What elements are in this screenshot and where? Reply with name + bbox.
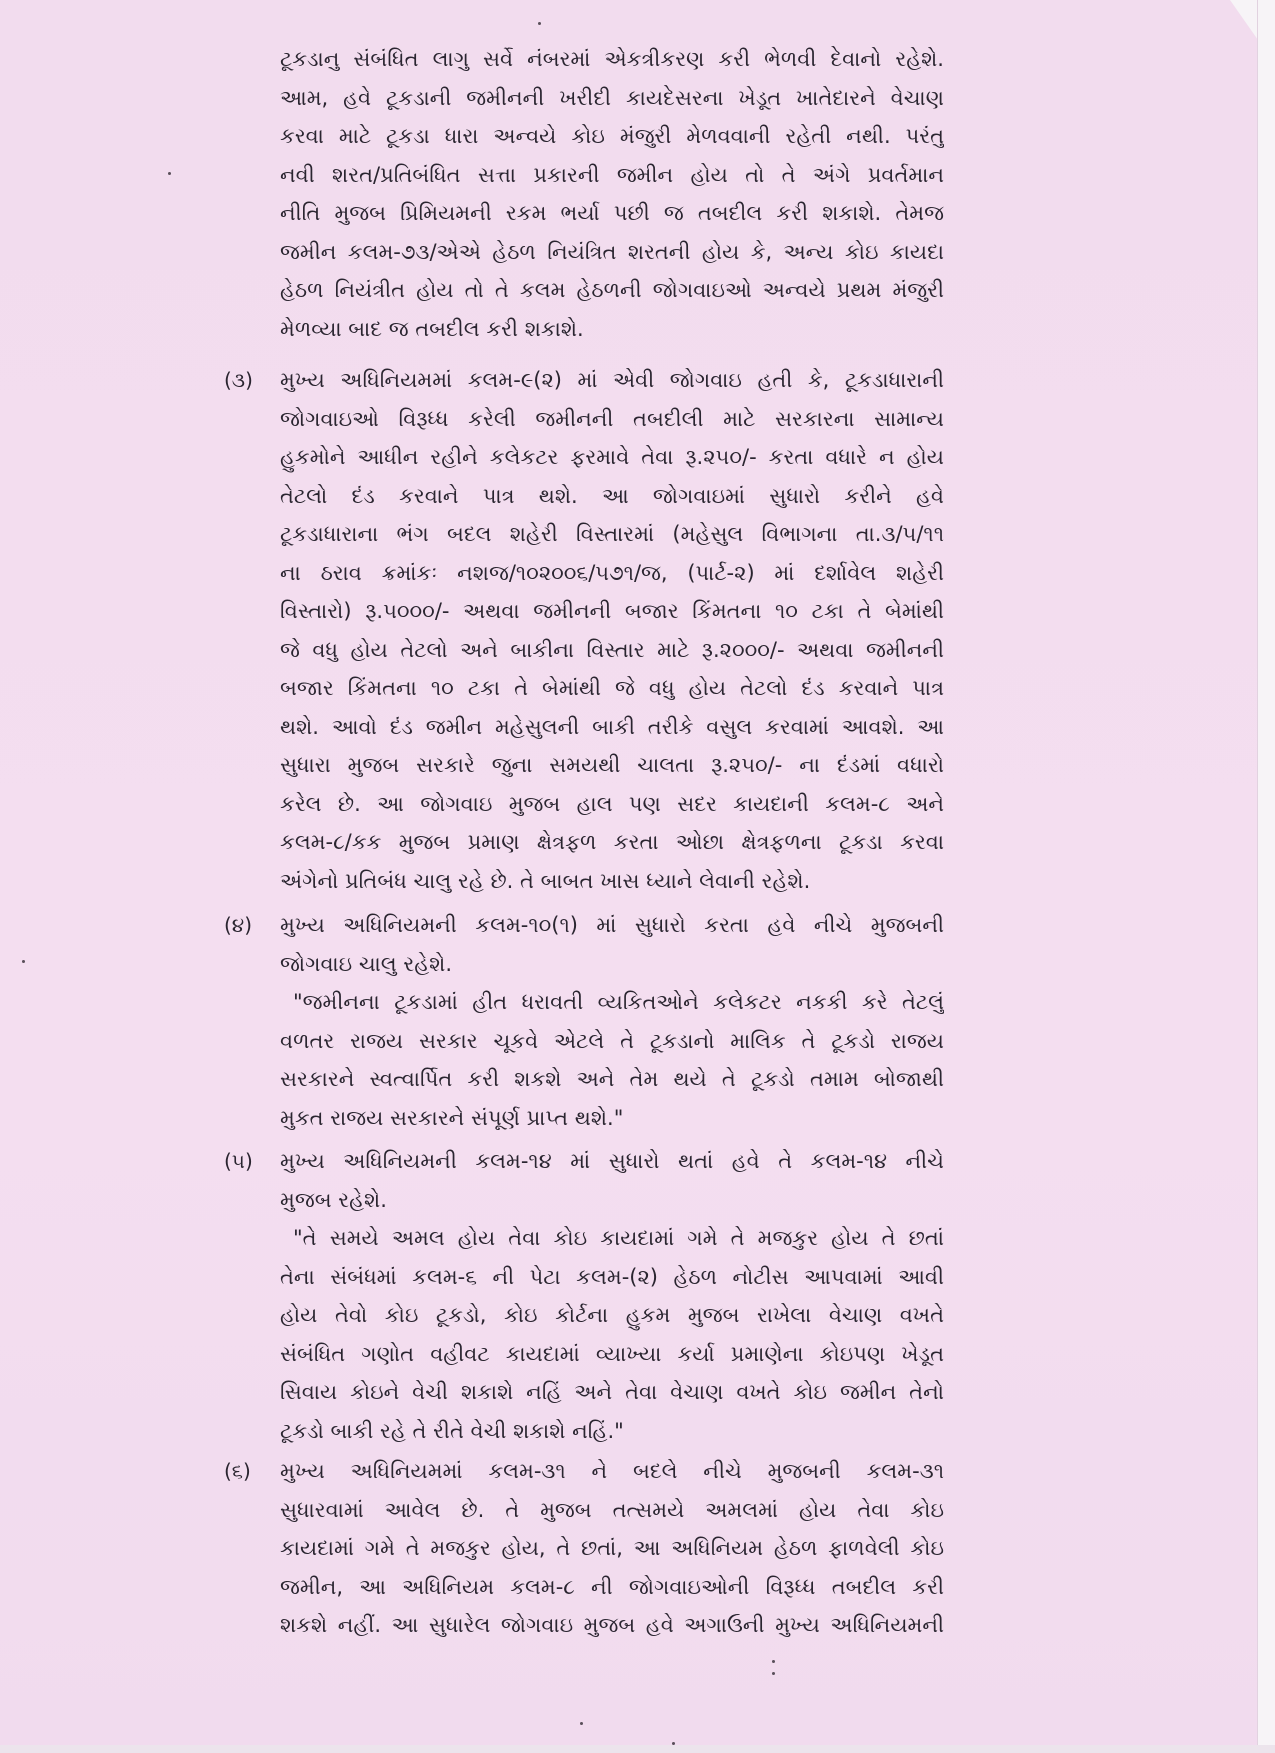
text-line: મુખ્ય અધિનિયમની કલમ-૧૪ માં સુધારો થતાં હવે તે કલમ-૧૪ નીચે (280, 1149, 944, 1173)
text-line: સુધારા મુજબ સરકારે જુના સમયથી ચાલતા રૂ.૨૫૦/- ના દંડમાં વધારો (280, 753, 944, 777)
text-line: મેળવ્યા બાદ જ તબદીલ કરી શકાશે. (280, 316, 584, 341)
text-line: સુધારવામાં આવેલ છે. તે મુજબ તત્સમયે અમલમાં હોય તેવા કોઇ (280, 1497, 944, 1522)
text-line: અંગેનો પ્રતિબંધ ચાલુ રહે છે. તે બાબત ખાસ ધ્યાને લેવાની રહેશે. (280, 868, 811, 893)
paragraph-number: (૩) (224, 368, 253, 392)
text-line: શકશે નહીં. આ સુધારેલ જોગવાઇ મુજબ હવે અગાઉની મુખ્ય અધિનિયમની (280, 1613, 944, 1637)
text-line: જમીન, આ અધિનિયમ કલમ-૮ ની જોગવાઇઓની વિરૂધ્ધ તબદીલ કરી (280, 1574, 944, 1599)
text-line: નવી શરત/પ્રતિબંધિત સત્તા પ્રકારની જમીન હોય તો તે અંગે પ્રવર્તમાન (280, 162, 944, 187)
text-line: ટૂકડાનુ સંબંધિત લાગુ સર્વે નંબરમાં એકત્રીકરણ કરી ભેળવી દેવાનો રહેશે. (280, 47, 944, 71)
paragraph (224, 361, 944, 900)
text-line: કરેલ છે. આ જોગવાઇ મુજબ હાલ પણ સદર કાયદાની કલમ-૮ અને (280, 791, 944, 816)
text-line: મુજબ રહેશે. (280, 1187, 387, 1212)
page-corner-fold (1230, 0, 1258, 40)
text-line: હોય તેવો કોઇ ટૂકડો, કોઇ કોર્ટના હુકમ મુજબ રાખેલા વેચાણ વખતે (280, 1303, 944, 1327)
text-line: નીતિ મુજબ પ્રિમિયમની રકમ ભર્યા પછી જ તબદીલ કરી શકાશે. તેમજ (280, 201, 944, 225)
text-line: મુખ્ય અધિનિયમમાં કલમ-૯(૨) માં એવી જોગવાઇ હતી કે, ટૂકડાધારાની (280, 368, 944, 392)
paragraph (224, 40, 944, 348)
text-line: જોગવાઇ ચાલુ રહેશે. (280, 951, 453, 976)
text-line: "તે સમયે અમલ હોય તેવા કોઇ કાયદામાં ગમે તે મજકુર હોય તે છતાં (293, 1226, 944, 1250)
scanner-edge (1257, 0, 1275, 1753)
text-line: બજાર કિંમતના ૧૦ ટકા તે બેમાંથી જે વધુ હોય તેટલો દંડ કરવાને પાત્ર (280, 676, 944, 700)
text-line: જે વધુ હોય તેટલો અને બાકીના વિસ્તાર માટે રૂ.૨૦૦૦/- અથવા જમીનની (280, 637, 944, 662)
text-line: મુકત રાજય સરકારને સંપૂર્ણ પ્રાપ્ત થશે." (280, 1105, 624, 1130)
paragraph (224, 906, 944, 1137)
paragraph-number: (૬) (224, 1459, 251, 1483)
paragraph (224, 1452, 944, 1645)
paragraph-number: (૫) (224, 1149, 253, 1173)
paragraph-number: (૪) (224, 913, 253, 937)
text-line: કાયદામાં ગમે તે મજકુર હોય, તે છતાં, આ અધિનિયમ હેઠળ ફાળવેલી કોઇ (280, 1536, 944, 1560)
text-line: થશે. આવો દંડ જમીન મહેસુલની બાકી તરીકે વસુલ કરવામાં આવશે. આ (280, 714, 944, 739)
scanner-bottom-edge (0, 1745, 1275, 1753)
document-body (224, 40, 944, 1645)
text-line: આમ, હવે ટૂકડાની જમીનની ખરીદી કાયદેસરના ખેડૂત ખાતેદારને વેચાણ (280, 85, 944, 110)
text-line: કલમ-૮/કક મુજબ પ્રમાણ ક્ષેત્રફળ કરતા ઓછા ક્ષેત્રફળના ટૂકડા કરવા (280, 830, 944, 854)
scan-speck (538, 22, 541, 25)
text-line: મુખ્ય અધિનિયમની કલમ-૧૦(૧) માં સુધારો કરતા હવે નીચે મુજબની (280, 913, 944, 937)
text-line: સરકારને સ્વત્વાર્પિત કરી શકશે અને તેમ થયે તે ટૂકડો તમામ બોજાથી (280, 1067, 944, 1091)
scan-speck (168, 172, 171, 175)
scan-speck (772, 1672, 775, 1675)
text-line: હુકમોને આધીન રહીને કલેકટર ફરમાવે તેવા રૂ.૨૫૦/- કરતા વધારે ન હોય (280, 445, 944, 469)
text-line: વિસ્તારો) રૂ.૫૦૦૦/- અથવા જમીનની બજાર કિંમતના ૧૦ ટકા તે બેમાંથી (280, 599, 944, 623)
text-line: તેટલો દંડ કરવાને પાત્ર થશે. આ જોગવાઇમાં સુધારો કરીને હવે (280, 483, 944, 508)
scan-speck (580, 1722, 583, 1725)
text-line: સંબંધિત ગણોત વહીવટ કાયદામાં વ્યાખ્યા કર્યા પ્રમાણેના કોઇપણ ખેડૂત (280, 1341, 944, 1366)
text-line: જોગવાઇઓ વિરૂધ્ધ કરેલી જમીનની તબદીલી માટે સરકારના સામાન્ય (280, 406, 944, 431)
scan-speck (772, 1660, 775, 1663)
text-line: કરવા માટે ટૂકડા ધારા અન્વયે કોઇ મંજુરી મેળવવાની રહેતી નથી. પરંતુ (280, 124, 944, 148)
text-line: "જમીનના ટૂકડામાં હીત ધરાવતી વ્યકિતઓને કલેકટર નકકી કરે તેટલું (293, 990, 944, 1014)
scan-speck (672, 1742, 675, 1745)
text-line: ના ઠરાવ ક્રમાંકઃ નશજ/૧૦૨૦૦૬/૫૭૧/જ, (પાર્ટ-૨) માં દર્શાવેલ શહેરી (280, 560, 944, 585)
text-line: તેના સંબંધમાં કલમ-૬ ની પેટા કલમ-(૨) હેઠળ નોટીસ આપવામાં આવી (280, 1264, 944, 1289)
text-line: મુખ્ય અધિનિયમમાં કલમ-૩૧ ને બદલે નીચે મુજબની કલમ-૩૧ (280, 1459, 944, 1483)
scan-speck (22, 960, 25, 963)
text-line: હેઠળ નિયંત્રીત હોય તો તે કલમ હેઠળની જોગવાઇઓ અન્વયે પ્રથમ મંજુરી (280, 278, 944, 302)
paragraph (224, 1142, 944, 1450)
text-line: સિવાય કોઇને વેચી શકાશે નહિં અને તેવા વેચાણ વખતે કોઇ જમીન તેનો (280, 1380, 944, 1404)
text-line: વળતર રાજય સરકાર ચૂકવે એટલે તે ટૂકડાનો માલિક તે ટૂકડો રાજય (280, 1028, 944, 1053)
text-line: ટૂકડાધારાના ભંગ બદલ શહેરી વિસ્તારમાં (મહેસુલ વિભાગના તા.૩/૫/૧૧ (280, 522, 944, 546)
text-line: જમીન કલમ-૭૩/એએ હેઠળ નિયંત્રિત શરતની હોય કે, અન્ય કોઇ કાયદા (280, 239, 944, 264)
text-line: ટૂકડો બાકી રહે તે રીતે વેચી શકાશે નહિં." (280, 1418, 624, 1443)
